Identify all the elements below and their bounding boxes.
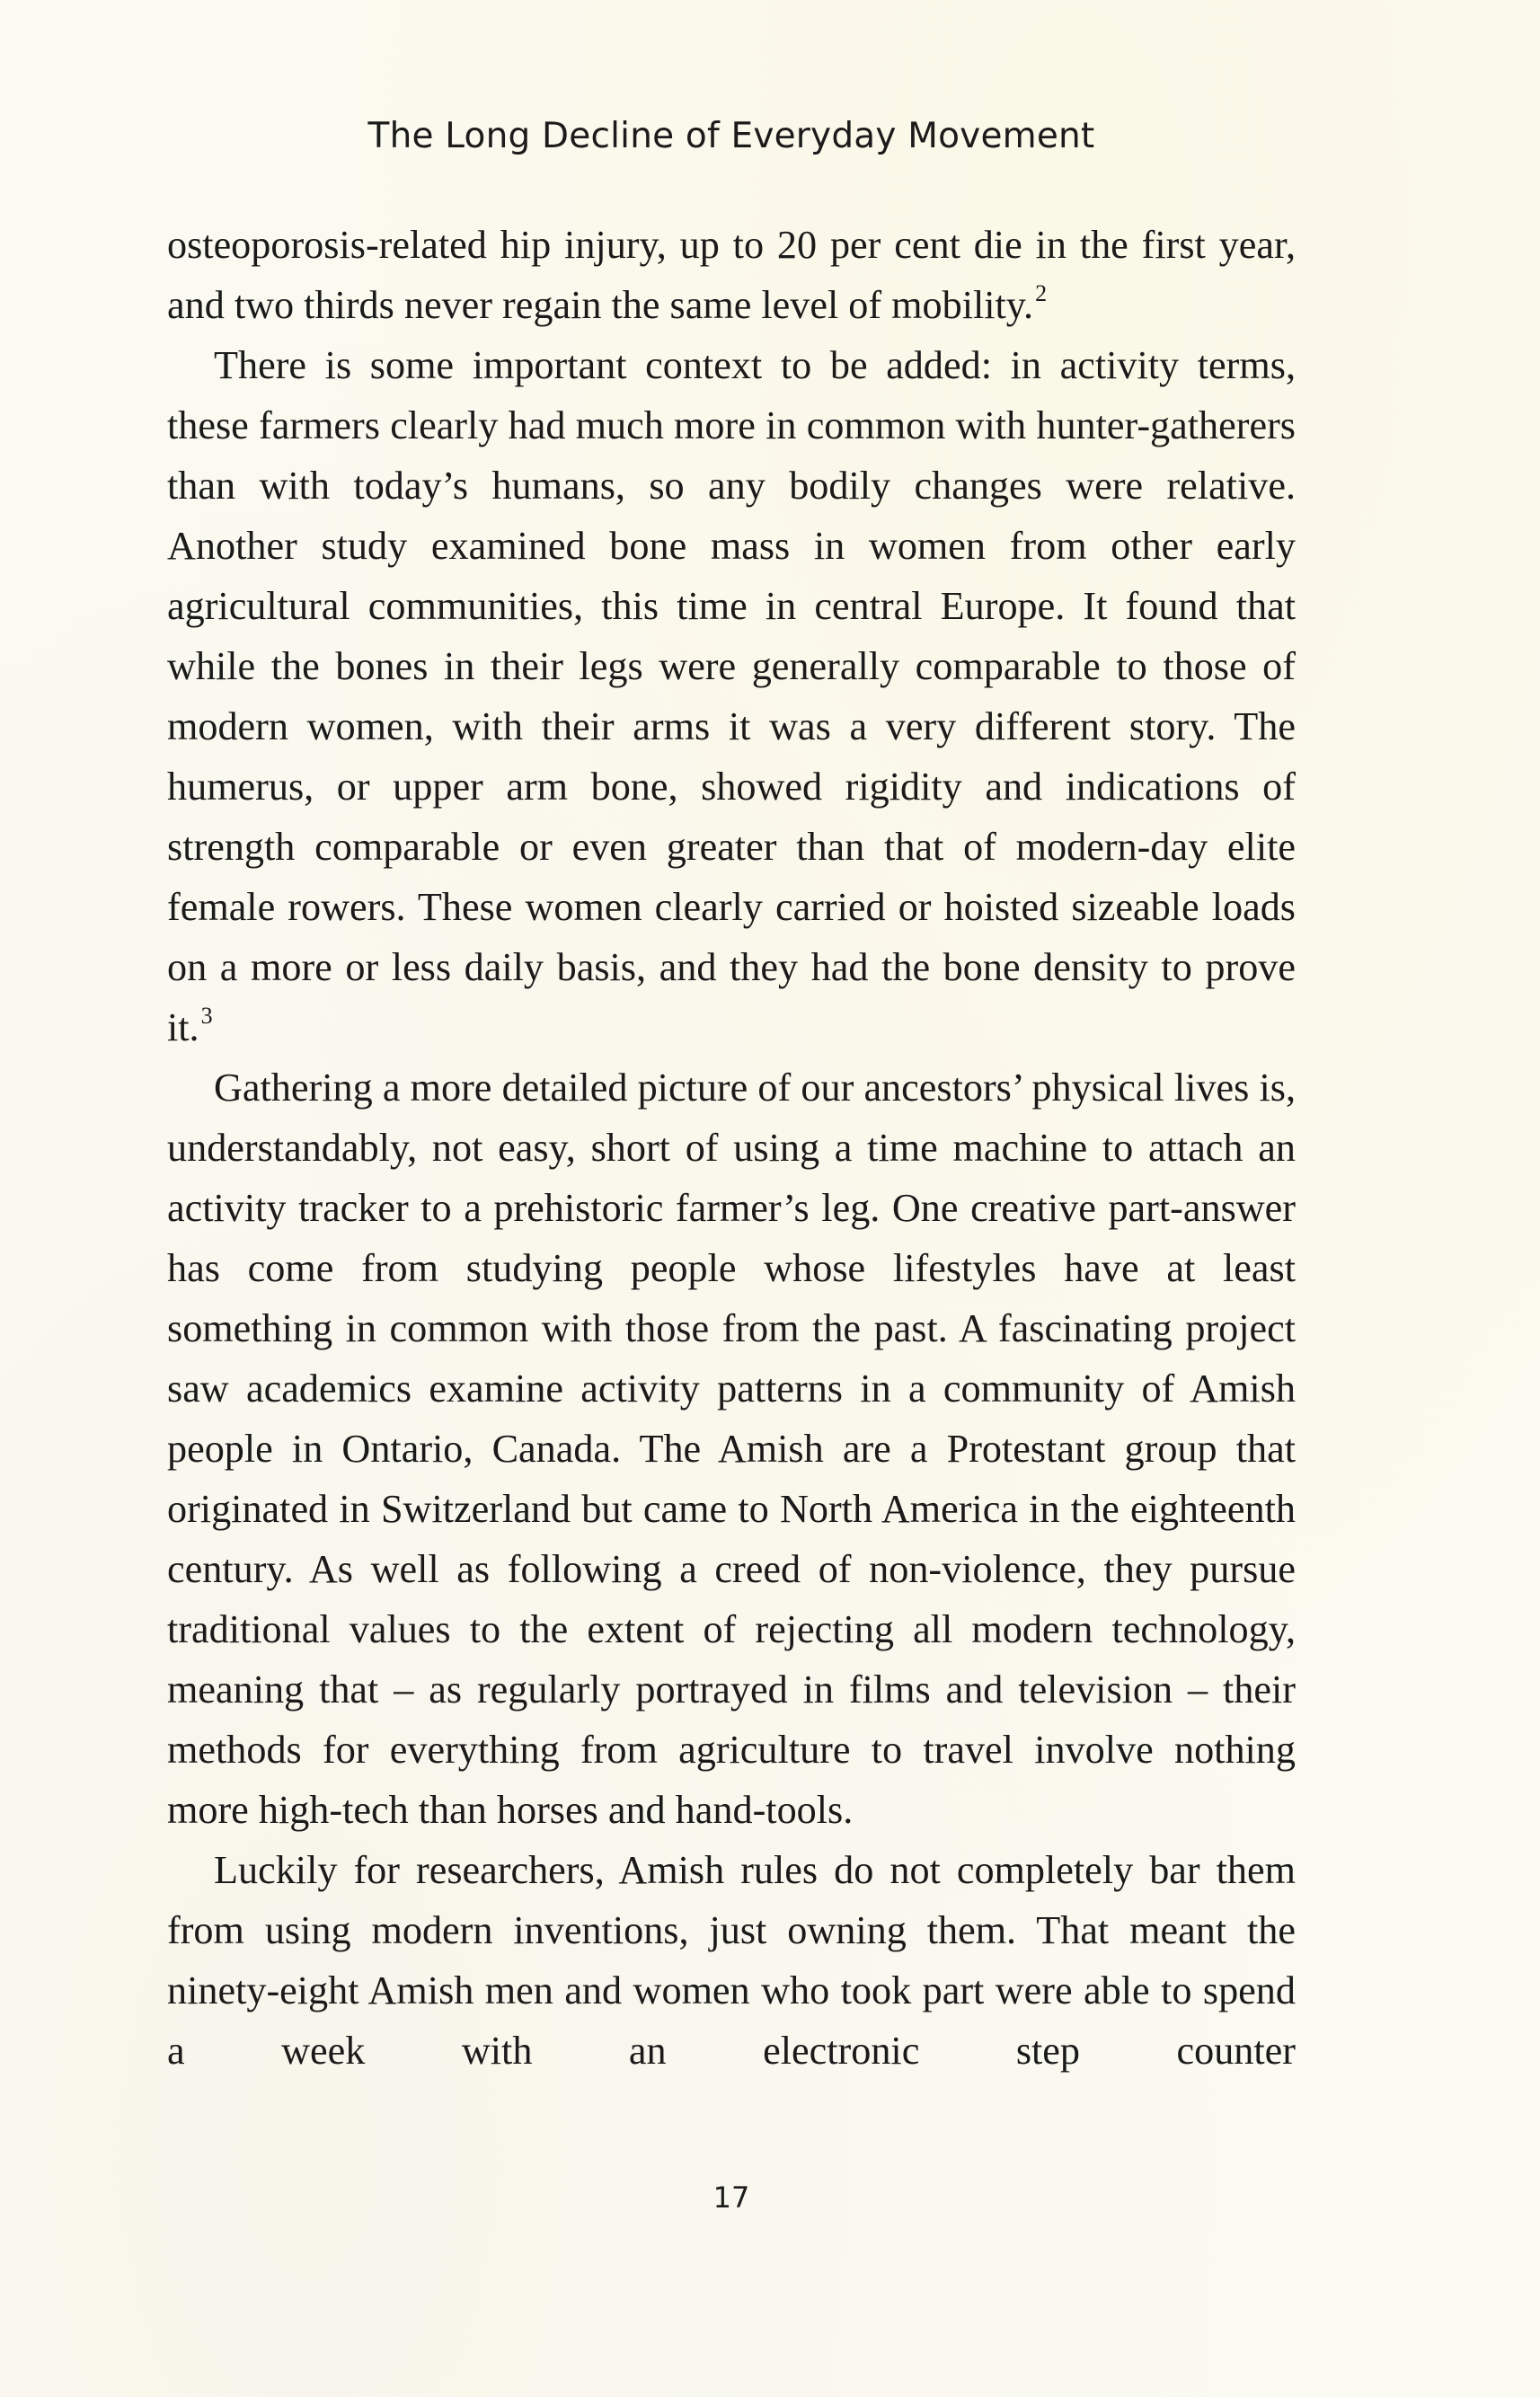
running-head: The Long Decline of Everyday Movement [367, 116, 1095, 156]
paragraph-continued [167, 215, 1296, 335]
footnote-marker: 2 [1035, 279, 1048, 306]
body-text [167, 215, 1296, 2081]
footnote-marker: 3 [200, 1002, 213, 1029]
paragraph-text: osteoporosis-related hip injury, up to 20 per cent die in the first year, and two thirds never regain the same level of mobility. [167, 223, 1296, 327]
paragraph [167, 1840, 1296, 2081]
paragraph-text: Gathering a more detailed picture of our ancestors’ physical lives is, understandably, not easy, short of using a time machine to attach an activity tracker to a prehistoric farmer’s leg. One creative part-answer has come from studying people whose lifestyles have at least something in common with those from the past. A fascinating project saw academics examine activity patterns in a community of Amish people in Ontario, Canada. The Amish are a Protestant group that originated in Switzerland but came to North America in the eighteenth century. As well as following a creed of non-violence, they pursue traditional values to the extent of rejecting all modern technology, meaning that – as regularly portrayed in films and television – their methods for everything from agriculture to travel involve nothing more high-tech than horses and hand-tools. [167, 1066, 1296, 1832]
paragraph-text: Luckily for researchers, Amish rules do not completely bar them from using modern inventions, just owning them. That meant the ninety-eight Amish men and women who took part were able to spend a week with an electronic step counter [167, 1848, 1296, 2073]
page-number: 17 [712, 2180, 750, 2215]
paragraph-text: There is some important context to be added: in activity terms, these farmers clearly had much more in common with hunter-gatherers than with today’s humans, so any bodily changes were relative. Another study examined bone mass in women from other early agricultural communities, this time in central Europe. It found that while the bones in their legs were generally comparable to those of modern women, with their arms it was a very different story. The humerus, or upper arm bone, showed rigidity and indications of strength comparable or even greater than that of modern-day elite female rowers. These women clearly carried or hoisted sizeable loads on a more or less daily basis, and they had the bone density to prove it. [167, 343, 1296, 1049]
paragraph [167, 335, 1296, 1057]
paragraph [167, 1057, 1296, 1840]
